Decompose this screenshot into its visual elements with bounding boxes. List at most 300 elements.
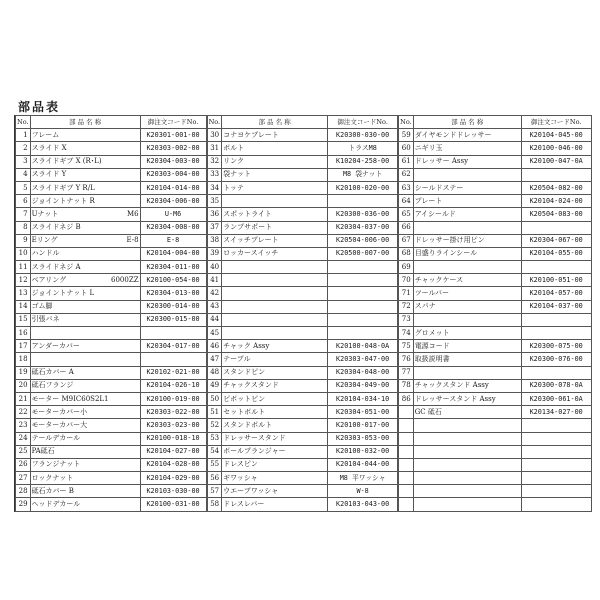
table-row <box>207 208 398 221</box>
part-name-cell <box>30 353 140 366</box>
part-no: 55 <box>207 458 222 471</box>
table-row <box>207 419 398 432</box>
part-name: ロッカースイッチ <box>223 249 279 258</box>
part-no <box>399 472 414 485</box>
part-name: チャックスタンド Assy <box>414 381 489 390</box>
table-row <box>399 419 592 432</box>
order-code: K20104-004-00 <box>140 247 206 260</box>
order-code: K20100-046-00 <box>521 142 591 155</box>
part-name: Uナット <box>31 209 59 218</box>
part-no: 62 <box>399 168 414 181</box>
table-row <box>16 445 207 458</box>
table-row <box>207 379 398 392</box>
part-name: アイシールド <box>414 209 456 218</box>
table-row <box>207 287 398 300</box>
part-name-cell <box>30 195 140 208</box>
part-no: 68 <box>399 247 414 260</box>
table-row <box>399 485 592 498</box>
part-name-cell <box>413 168 521 181</box>
part-name-cell <box>413 485 521 498</box>
part-name: チャックケース <box>414 275 464 284</box>
part-name-cell <box>30 406 140 419</box>
part-name-cell <box>222 313 328 326</box>
parts-tables <box>14 115 592 512</box>
table-row <box>207 247 398 260</box>
part-no: 65 <box>399 208 414 221</box>
part-no: 37 <box>207 221 222 234</box>
part-spec: M6 <box>126 209 139 218</box>
part-name: ニギリ玉 <box>414 143 443 152</box>
part-name: PA砥石 <box>31 447 55 456</box>
part-name-cell <box>413 287 521 300</box>
table-row <box>16 168 207 181</box>
order-code: K20304-049-00 <box>328 379 398 392</box>
header-code: 御注文コードNo. <box>521 116 591 129</box>
part-name: 砥石カバー A <box>31 368 74 377</box>
order-code <box>328 327 398 340</box>
part-no: 53 <box>207 432 222 445</box>
part-name: ドレッサースタンド <box>223 434 286 443</box>
order-code: K20104-028-00 <box>140 458 206 471</box>
order-code: K20300-075-00 <box>521 340 591 353</box>
part-name: アンダーカバー <box>31 341 80 350</box>
table-row <box>207 472 398 485</box>
part-name: スタンドピン <box>223 368 266 377</box>
order-code <box>521 485 591 498</box>
order-code: K20303-053-00 <box>328 432 398 445</box>
table-row <box>399 353 592 366</box>
table-row <box>399 300 592 313</box>
order-code: K20303-023-00 <box>140 419 206 432</box>
part-no: 56 <box>207 472 222 485</box>
order-code <box>521 432 591 445</box>
table-row <box>16 313 207 326</box>
table-row <box>207 406 398 419</box>
table-row <box>399 129 592 142</box>
part-name-cell <box>222 432 328 445</box>
part-name: ドレッサースタンド Assy <box>414 394 496 403</box>
part-no: 16 <box>16 327 31 340</box>
part-name: スパナ <box>414 302 436 311</box>
part-no: 29 <box>16 498 31 511</box>
table-row <box>207 340 398 353</box>
parts-table-3 <box>398 115 592 512</box>
part-name: 目盛りラインシール <box>414 249 478 258</box>
part-name: 袋ナット <box>223 170 251 179</box>
table-row <box>207 155 398 168</box>
table-row <box>399 472 592 485</box>
part-no: 63 <box>399 181 414 194</box>
table-row <box>399 313 592 326</box>
table-row <box>399 261 592 274</box>
part-name: スライドギブ X (R･L) <box>31 157 102 166</box>
order-code <box>140 327 206 340</box>
part-name: リンク <box>223 157 244 166</box>
part-name-cell <box>30 221 140 234</box>
part-no: 44 <box>207 313 222 326</box>
part-no: 49 <box>207 379 222 392</box>
part-name-cell <box>222 195 328 208</box>
part-name-cell <box>413 129 521 142</box>
part-no: 4 <box>16 168 31 181</box>
table-row <box>16 155 207 168</box>
part-name-cell <box>30 142 140 155</box>
part-no: 17 <box>16 340 31 353</box>
part-name-cell <box>30 458 140 471</box>
table-row <box>16 472 207 485</box>
order-code: K20300-061-0A <box>521 392 591 405</box>
part-no: 76 <box>399 353 414 366</box>
part-name-cell <box>222 472 328 485</box>
part-name: モーターカバー小 <box>31 407 88 416</box>
part-name: ギワッシャ <box>223 473 258 482</box>
order-code: トラスM8 <box>328 142 398 155</box>
part-name-cell <box>30 287 140 300</box>
part-name-cell <box>413 379 521 392</box>
table-row <box>399 274 592 287</box>
table-row <box>399 155 592 168</box>
part-name-cell <box>413 155 521 168</box>
order-code: K20103-030-00 <box>140 485 206 498</box>
part-no: 52 <box>207 419 222 432</box>
part-name-cell <box>413 445 521 458</box>
order-code: K20300-015-00 <box>140 313 206 326</box>
part-no: 9 <box>16 234 31 247</box>
table-row <box>207 353 398 366</box>
part-name: テールデカール <box>31 434 81 443</box>
part-name-cell <box>30 485 140 498</box>
part-no: 40 <box>207 261 222 274</box>
part-name: Eリング <box>31 236 58 245</box>
part-no: 11 <box>16 261 31 274</box>
table-row <box>399 142 592 155</box>
part-spec: E-8 <box>126 236 139 245</box>
order-code: K20100-054-00 <box>140 274 206 287</box>
order-code: K20300-030-00 <box>328 129 398 142</box>
table-row <box>399 234 592 247</box>
part-no: 67 <box>399 234 414 247</box>
order-code: K20304-048-00 <box>328 366 398 379</box>
part-name-cell <box>413 142 521 155</box>
order-code <box>328 313 398 326</box>
part-name-cell <box>222 379 328 392</box>
table-row <box>207 458 398 471</box>
table-row <box>16 327 207 340</box>
table-row <box>399 195 592 208</box>
header-code: 御注文コードNo. <box>328 116 398 129</box>
table-row <box>16 300 207 313</box>
order-code: K20104-057-00 <box>521 287 591 300</box>
part-no <box>399 406 414 419</box>
table-row <box>16 129 207 142</box>
part-no: 3 <box>16 155 31 168</box>
order-code <box>521 221 591 234</box>
part-name-cell <box>222 142 328 155</box>
part-name: スポットライト <box>223 209 272 218</box>
order-code <box>521 458 591 471</box>
part-no: 51 <box>207 406 222 419</box>
part-no: 1 <box>16 129 31 142</box>
table-row <box>399 327 592 340</box>
part-name: GC 砥石 <box>414 407 442 416</box>
part-name: スライドギブ Y R/L <box>31 183 95 192</box>
part-no: 13 <box>16 287 31 300</box>
table-row <box>16 221 207 234</box>
order-code <box>521 261 591 274</box>
part-name: モーターカバー大 <box>31 420 88 429</box>
order-code: U-M6 <box>140 208 206 221</box>
order-code: K20100-019-00 <box>140 392 206 405</box>
part-no: 86 <box>399 392 414 405</box>
table-row <box>16 406 207 419</box>
table-row <box>207 485 398 498</box>
header-code: 御注文コードNo. <box>140 116 206 129</box>
part-name: ウエーブワッシャ <box>223 486 279 495</box>
header-name: 部 品 名 称 <box>222 116 328 129</box>
part-name-cell <box>222 485 328 498</box>
table-row <box>399 340 592 353</box>
part-no: 31 <box>207 142 222 155</box>
part-name: スタンドボルト <box>223 420 273 429</box>
order-code: K20301-001-00 <box>140 129 206 142</box>
part-name: ダイヤモンドドレッサー <box>414 130 492 139</box>
part-name-cell <box>413 247 521 260</box>
part-no: 36 <box>207 208 222 221</box>
table-row <box>207 181 398 194</box>
part-name-cell <box>30 366 140 379</box>
part-name-cell <box>222 168 328 181</box>
part-name-cell <box>30 247 140 260</box>
order-code <box>328 195 398 208</box>
part-name-cell <box>413 181 521 194</box>
table-row <box>207 221 398 234</box>
part-no: 42 <box>207 287 222 300</box>
part-name-cell <box>222 274 328 287</box>
part-name: スライド Y <box>31 170 67 179</box>
order-code: K20104-027-00 <box>140 445 206 458</box>
part-name-cell <box>30 300 140 313</box>
part-name: モーター M9IC60S2L1 <box>31 394 109 403</box>
table-row <box>399 366 592 379</box>
part-name: ドレッサー掛け用ピン <box>414 236 485 245</box>
part-name-cell <box>222 498 328 511</box>
order-code: K20303-004-00 <box>140 168 206 181</box>
table-row <box>399 379 592 392</box>
table-row <box>16 419 207 432</box>
table-row <box>207 445 398 458</box>
part-name-cell <box>222 392 328 405</box>
order-code: K20300-014-00 <box>140 300 206 313</box>
part-no: 28 <box>16 485 31 498</box>
table-row <box>16 208 207 221</box>
order-code <box>521 168 591 181</box>
part-name-cell <box>30 327 140 340</box>
order-code: K20104-044-00 <box>328 458 398 471</box>
table-row <box>207 498 398 511</box>
part-no: 72 <box>399 300 414 313</box>
part-no: 24 <box>16 432 31 445</box>
part-name-cell <box>413 472 521 485</box>
part-name-cell <box>222 261 328 274</box>
part-no: 32 <box>207 155 222 168</box>
part-name-cell <box>413 432 521 445</box>
table-row <box>399 445 592 458</box>
table-row <box>399 406 592 419</box>
part-name-cell <box>413 274 521 287</box>
part-name: ドレッサー Assy <box>414 157 469 166</box>
part-no: 5 <box>16 181 31 194</box>
order-code: K20100-020-00 <box>328 181 398 194</box>
part-name-cell <box>30 392 140 405</box>
part-no: 34 <box>207 181 222 194</box>
order-code: K20304-017-00 <box>140 340 206 353</box>
part-name-cell <box>222 155 328 168</box>
part-name: ツールバー <box>414 289 450 298</box>
part-name: コナヨケプレート <box>223 130 279 139</box>
part-name-cell <box>30 419 140 432</box>
table-row <box>207 195 398 208</box>
order-code: K20100-048-0A <box>328 340 398 353</box>
part-no: 30 <box>207 129 222 142</box>
table-row <box>16 366 207 379</box>
part-no: 12 <box>16 274 31 287</box>
order-code: K10204-258-00 <box>328 155 398 168</box>
part-no: 2 <box>16 142 31 155</box>
header-no: No. <box>16 116 31 129</box>
part-name-cell <box>222 366 328 379</box>
part-name-cell <box>222 406 328 419</box>
part-name-cell <box>30 274 140 287</box>
table-row <box>207 432 398 445</box>
part-name-cell <box>30 379 140 392</box>
part-no: 35 <box>207 195 222 208</box>
order-code <box>521 313 591 326</box>
part-name: プレート <box>414 196 443 205</box>
table-row <box>16 142 207 155</box>
part-name-cell <box>222 129 328 142</box>
order-code: K20304-013-00 <box>140 287 206 300</box>
part-name: ゴム脚 <box>31 302 53 311</box>
part-name-cell <box>413 353 521 366</box>
table-row <box>16 432 207 445</box>
table-row <box>207 274 398 287</box>
part-name-cell <box>30 498 140 511</box>
part-name-cell <box>222 221 328 234</box>
part-no: 33 <box>207 168 222 181</box>
part-name: セットボルト <box>223 407 266 416</box>
order-code: W-8 <box>328 485 398 498</box>
order-code: K20100-018-10 <box>140 432 206 445</box>
order-code <box>521 327 591 340</box>
header-name: 部 品 名 称 <box>413 116 521 129</box>
part-name-cell <box>222 247 328 260</box>
table-row <box>399 168 592 181</box>
part-no: 38 <box>207 234 222 247</box>
order-code: K20104-037-00 <box>521 300 591 313</box>
part-name-cell <box>222 300 328 313</box>
order-code: K20304-037-00 <box>328 221 398 234</box>
part-name: シールドステー <box>414 183 464 192</box>
parts-table-1 <box>15 115 207 512</box>
part-no: 15 <box>16 313 31 326</box>
part-name-cell <box>413 392 521 405</box>
table-row <box>16 379 207 392</box>
part-name: チャックスタンド <box>223 381 279 390</box>
part-name: 砥石カバー B <box>31 486 74 495</box>
part-name-cell <box>413 221 521 234</box>
part-no: 27 <box>16 472 31 485</box>
table-row <box>207 168 398 181</box>
table-row <box>207 366 398 379</box>
part-name-cell <box>222 327 328 340</box>
part-name-cell <box>413 327 521 340</box>
part-no: 19 <box>16 366 31 379</box>
header-no: No. <box>399 116 414 129</box>
table-row <box>399 458 592 471</box>
part-name-cell <box>222 458 328 471</box>
order-code <box>328 300 398 313</box>
part-name: スライドネジ A <box>31 262 81 271</box>
part-name: スイッチプレート <box>223 236 279 245</box>
part-name-cell <box>413 340 521 353</box>
part-no <box>399 498 414 511</box>
order-code: K20304-003-00 <box>140 155 206 168</box>
table-row <box>399 181 592 194</box>
order-code: K20504-082-00 <box>521 181 591 194</box>
order-code: M8 袋ナット <box>328 168 398 181</box>
table-row <box>399 498 592 511</box>
part-no: 25 <box>16 445 31 458</box>
part-name-cell <box>413 458 521 471</box>
order-code: K20500-007-00 <box>328 247 398 260</box>
order-code: K20103-043-00 <box>328 498 398 511</box>
part-name: ロックナット <box>31 473 74 482</box>
part-no: 8 <box>16 221 31 234</box>
part-name-cell <box>413 419 521 432</box>
part-no: 10 <box>16 247 31 260</box>
part-no: 23 <box>16 419 31 432</box>
part-name-cell <box>30 340 140 353</box>
part-name-cell <box>413 366 521 379</box>
part-name-cell <box>413 406 521 419</box>
table-row <box>399 208 592 221</box>
part-name-cell <box>413 498 521 511</box>
order-code: K20304-067-00 <box>521 234 591 247</box>
part-name: グロメット <box>414 328 450 337</box>
part-no: 70 <box>399 274 414 287</box>
order-code: K20304-006-00 <box>140 195 206 208</box>
part-name: ヘッドデカール <box>31 500 81 509</box>
order-code <box>521 445 591 458</box>
part-name-cell <box>413 300 521 313</box>
table-row <box>207 142 398 155</box>
header-no: No. <box>207 116 222 129</box>
order-code: K20504-083-00 <box>521 208 591 221</box>
order-code: K20102-021-00 <box>140 366 206 379</box>
order-code <box>521 419 591 432</box>
table-row <box>16 392 207 405</box>
part-name-cell <box>222 340 328 353</box>
part-name-cell <box>222 419 328 432</box>
part-no: 57 <box>207 485 222 498</box>
table-row <box>207 129 398 142</box>
part-no <box>399 419 414 432</box>
order-code <box>328 274 398 287</box>
order-code: K20100-051-00 <box>521 274 591 287</box>
order-code: K20104-026-10 <box>140 379 206 392</box>
order-code: K20303-047-00 <box>328 353 398 366</box>
part-name: スライド X <box>31 143 67 152</box>
